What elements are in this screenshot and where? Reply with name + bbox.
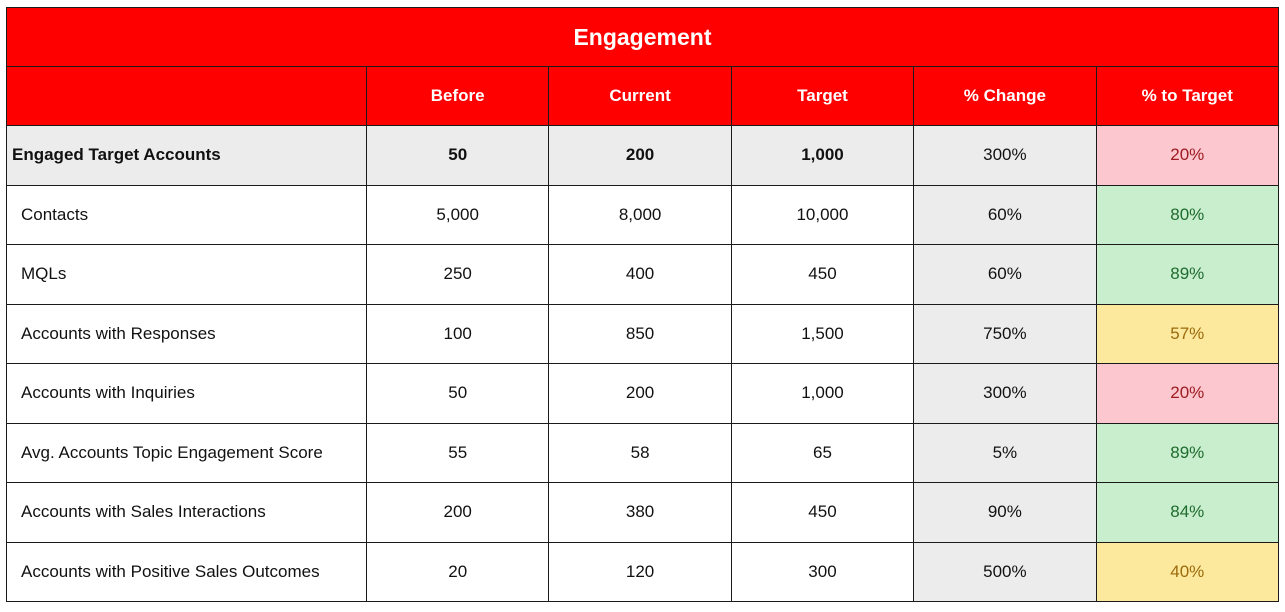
header-current: Current [549, 67, 731, 126]
row-label: MQLs [7, 245, 367, 305]
header-pct-to-target: % to Target [1096, 67, 1278, 126]
header-blank-cell [7, 67, 367, 126]
current-cell: 200 [549, 126, 731, 186]
current-cell: 400 [549, 245, 731, 305]
pct-change-cell: 300% [914, 364, 1096, 424]
pct-to-target-cell: 57% [1096, 304, 1278, 364]
row-label: Contacts [7, 185, 367, 245]
before-cell: 5,000 [367, 185, 549, 245]
header-before: Before [367, 67, 549, 126]
before-cell: 55 [367, 423, 549, 483]
current-cell: 380 [549, 483, 731, 543]
pct-to-target-cell: 20% [1096, 364, 1278, 424]
before-cell: 100 [367, 304, 549, 364]
before-cell: 250 [367, 245, 549, 305]
engagement-sheet [6, 7, 1278, 602]
title-row [7, 8, 1279, 67]
target-cell: 450 [731, 245, 913, 305]
pct-to-target-cell: 89% [1096, 245, 1278, 305]
pct-to-target-cell: 80% [1096, 185, 1278, 245]
target-cell: 10,000 [731, 185, 913, 245]
table-row [7, 126, 1279, 186]
current-cell: 850 [549, 304, 731, 364]
current-cell: 120 [549, 542, 731, 602]
before-cell: 20 [367, 542, 549, 602]
table-row [7, 245, 1279, 305]
row-label: Accounts with Sales Interactions [7, 483, 367, 543]
pct-change-cell: 60% [914, 185, 1096, 245]
row-label: Engaged Target Accounts [7, 126, 367, 186]
header-target: Target [731, 67, 913, 126]
target-cell: 450 [731, 483, 913, 543]
current-cell: 200 [549, 364, 731, 424]
table-title: Engagement [7, 8, 1279, 67]
engagement-table [6, 7, 1279, 602]
table-row [7, 185, 1279, 245]
pct-to-target-cell: 20% [1096, 126, 1278, 186]
row-label: Accounts with Inquiries [7, 364, 367, 424]
pct-to-target-cell: 40% [1096, 542, 1278, 602]
target-cell: 65 [731, 423, 913, 483]
header-row [7, 67, 1279, 126]
before-cell: 50 [367, 364, 549, 424]
row-label: Accounts with Responses [7, 304, 367, 364]
pct-change-cell: 90% [914, 483, 1096, 543]
pct-to-target-cell: 89% [1096, 423, 1278, 483]
pct-change-cell: 5% [914, 423, 1096, 483]
row-label: Accounts with Positive Sales Outcomes [7, 542, 367, 602]
table-row [7, 364, 1279, 424]
current-cell: 8,000 [549, 185, 731, 245]
target-cell: 1,000 [731, 126, 913, 186]
pct-change-cell: 500% [914, 542, 1096, 602]
pct-change-cell: 300% [914, 126, 1096, 186]
pct-change-cell: 60% [914, 245, 1096, 305]
table-row [7, 304, 1279, 364]
table-row [7, 483, 1279, 543]
target-cell: 1,000 [731, 364, 913, 424]
table-row [7, 542, 1279, 602]
current-cell: 58 [549, 423, 731, 483]
pct-change-cell: 750% [914, 304, 1096, 364]
target-cell: 1,500 [731, 304, 913, 364]
before-cell: 200 [367, 483, 549, 543]
before-cell: 50 [367, 126, 549, 186]
target-cell: 300 [731, 542, 913, 602]
row-label: Avg. Accounts Topic Engagement Score [7, 423, 367, 483]
pct-to-target-cell: 84% [1096, 483, 1278, 543]
table-row [7, 423, 1279, 483]
header-pct-change: % Change [914, 67, 1096, 126]
